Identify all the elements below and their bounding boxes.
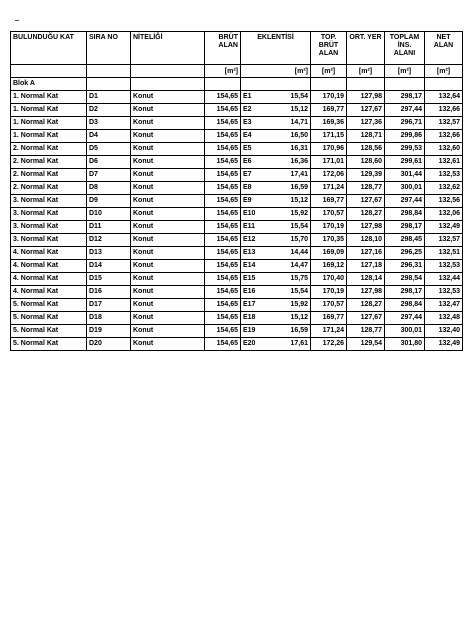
group-empty-8: [425, 78, 463, 91]
cell-eklenti-no: E2: [241, 104, 259, 117]
cell-bulundugu-kat: 3. Normal Kat: [11, 234, 87, 247]
table-row: [11, 273, 463, 286]
cell-net-alan: 132,49: [425, 221, 463, 234]
cell-top-brut-alan: 169,77: [311, 312, 347, 325]
group-empty-7: [385, 78, 425, 91]
group-empty-5: [311, 78, 347, 91]
cell-sira-no: D10: [87, 208, 131, 221]
cell-sira-no: D11: [87, 221, 131, 234]
cell-sira-no: D8: [87, 182, 131, 195]
table-row: [11, 260, 463, 273]
cell-eklenti-alan: 17,61: [259, 338, 311, 351]
cell-toplam-ins-alani: 300,01: [385, 325, 425, 338]
cell-eklenti-no: E16: [241, 286, 259, 299]
cell-brut-alan: 154,65: [205, 247, 241, 260]
cell-eklenti-no: E18: [241, 312, 259, 325]
cell-sira-no: D6: [87, 156, 131, 169]
cell-ort-yer: 127,98: [347, 221, 385, 234]
cell-niteligi: Konut: [131, 169, 205, 182]
cell-ort-yer: 127,16: [347, 247, 385, 260]
table-row: [11, 338, 463, 351]
cell-niteligi: Konut: [131, 130, 205, 143]
cell-net-alan: 132,53: [425, 169, 463, 182]
header-net-line-2: ALAN: [433, 42, 454, 49]
cell-top-brut-alan: 170,57: [311, 299, 347, 312]
cell-sira-no: D16: [87, 286, 131, 299]
cell-brut-alan: 154,65: [205, 143, 241, 156]
cell-niteligi: Konut: [131, 208, 205, 221]
cell-niteligi: Konut: [131, 299, 205, 312]
cell-net-alan: 132,48: [425, 312, 463, 325]
cell-niteligi: Konut: [131, 143, 205, 156]
cell-brut-alan: 154,65: [205, 312, 241, 325]
cell-brut-alan: 154,65: [205, 169, 241, 182]
cell-toplam-ins-alani: 298,17: [385, 91, 425, 104]
cell-sira-no: D4: [87, 130, 131, 143]
cell-bulundugu-kat: 3. Normal Kat: [11, 221, 87, 234]
cell-eklenti-alan: 15,54: [259, 221, 311, 234]
cell-top-brut-alan: 170,57: [311, 208, 347, 221]
cell-eklenti-no: E6: [241, 156, 259, 169]
header-net-alan: [425, 32, 463, 65]
cell-brut-alan: 154,65: [205, 104, 241, 117]
cell-toplam-ins-alani: 299,86: [385, 130, 425, 143]
cell-top-brut-alan: 169,09: [311, 247, 347, 260]
cell-eklenti-alan: 15,12: [259, 104, 311, 117]
cell-brut-alan: 154,65: [205, 182, 241, 195]
cell-toplam-ins-alani: 297,44: [385, 312, 425, 325]
cell-niteligi: Konut: [131, 221, 205, 234]
table-row: [11, 130, 463, 143]
cell-net-alan: 132,66: [425, 130, 463, 143]
cell-ort-yer: 129,54: [347, 338, 385, 351]
cell-net-alan: 132,66: [425, 104, 463, 117]
cell-niteligi: Konut: [131, 338, 205, 351]
cell-sira-no: D20: [87, 338, 131, 351]
header-eklentisi: EKLENTİSİ: [241, 32, 311, 65]
cell-eklenti-no: E4: [241, 130, 259, 143]
page-mark: [15, 20, 19, 21]
cell-top-brut-alan: 171,15: [311, 130, 347, 143]
cell-top-brut-alan: 170,35: [311, 234, 347, 247]
cell-bulundugu-kat: 3. Normal Kat: [11, 208, 87, 221]
group-empty-4: [241, 78, 311, 91]
cell-ort-yer: 128,77: [347, 182, 385, 195]
cell-eklenti-alan: 14,44: [259, 247, 311, 260]
header-toplam-line-1: TOPLAM: [389, 34, 420, 41]
table-row: [11, 156, 463, 169]
cell-niteligi: Konut: [131, 104, 205, 117]
group-empty-2: [131, 78, 205, 91]
header-sira-no: SIRA NO: [87, 32, 131, 65]
cell-niteligi: Konut: [131, 91, 205, 104]
cell-net-alan: 132,61: [425, 156, 463, 169]
cell-eklenti-alan: 15,54: [259, 286, 311, 299]
cell-niteligi: Konut: [131, 182, 205, 195]
cell-sira-no: D15: [87, 273, 131, 286]
cell-niteligi: Konut: [131, 234, 205, 247]
area-table: [10, 31, 463, 351]
cell-net-alan: 132,47: [425, 299, 463, 312]
cell-eklenti-no: E3: [241, 117, 259, 130]
cell-toplam-ins-alani: 299,53: [385, 143, 425, 156]
cell-eklenti-alan: 15,12: [259, 195, 311, 208]
units-empty-3: [131, 65, 205, 78]
table-row: [11, 169, 463, 182]
cell-eklenti-no: E14: [241, 260, 259, 273]
cell-sira-no: D2: [87, 104, 131, 117]
table-row: [11, 247, 463, 260]
cell-niteligi: Konut: [131, 312, 205, 325]
unit-eklentisi: [m²]: [241, 65, 311, 78]
cell-top-brut-alan: 172,06: [311, 169, 347, 182]
cell-niteligi: Konut: [131, 286, 205, 299]
table-row: [11, 286, 463, 299]
cell-top-brut-alan: 169,12: [311, 260, 347, 273]
table-row: [11, 234, 463, 247]
cell-bulundugu-kat: 4. Normal Kat: [11, 273, 87, 286]
cell-brut-alan: 154,65: [205, 260, 241, 273]
cell-top-brut-alan: 170,96: [311, 143, 347, 156]
cell-ort-yer: 128,60: [347, 156, 385, 169]
cell-top-brut-alan: 172,26: [311, 338, 347, 351]
cell-niteligi: Konut: [131, 247, 205, 260]
cell-brut-alan: 154,65: [205, 195, 241, 208]
cell-bulundugu-kat: 5. Normal Kat: [11, 299, 87, 312]
cell-net-alan: 132,57: [425, 117, 463, 130]
cell-eklenti-no: E20: [241, 338, 259, 351]
cell-bulundugu-kat: 2. Normal Kat: [11, 182, 87, 195]
table-row: [11, 312, 463, 325]
group-empty-1: [87, 78, 131, 91]
cell-ort-yer: 128,27: [347, 299, 385, 312]
cell-eklenti-alan: 15,92: [259, 208, 311, 221]
unit-toplam-ins-alani: [m²]: [385, 65, 425, 78]
header-top-brut-line-1: TOP.: [320, 34, 337, 41]
cell-bulundugu-kat: 4. Normal Kat: [11, 286, 87, 299]
cell-ort-yer: 128,56: [347, 143, 385, 156]
cell-brut-alan: 154,65: [205, 286, 241, 299]
cell-net-alan: 132,60: [425, 143, 463, 156]
table-row: [11, 104, 463, 117]
cell-sira-no: D13: [87, 247, 131, 260]
cell-eklenti-alan: 15,12: [259, 312, 311, 325]
cell-brut-alan: 154,65: [205, 208, 241, 221]
cell-niteligi: Konut: [131, 195, 205, 208]
unit-net-alan: [m²]: [425, 65, 463, 78]
cell-toplam-ins-alani: 298,84: [385, 208, 425, 221]
cell-top-brut-alan: 171,24: [311, 325, 347, 338]
cell-eklenti-alan: 15,92: [259, 299, 311, 312]
cell-sira-no: D1: [87, 91, 131, 104]
table-row: [11, 91, 463, 104]
header-top-brut-line-3: ALAN: [318, 50, 339, 57]
cell-toplam-ins-alani: 298,17: [385, 221, 425, 234]
cell-eklenti-alan: 16,59: [259, 182, 311, 195]
unit-top-brut-alan: [m²]: [311, 65, 347, 78]
cell-brut-alan: 154,65: [205, 91, 241, 104]
cell-ort-yer: 129,39: [347, 169, 385, 182]
group-empty-3: [205, 78, 241, 91]
cell-toplam-ins-alani: 299,61: [385, 156, 425, 169]
cell-brut-alan: 154,65: [205, 325, 241, 338]
cell-eklenti-no: E19: [241, 325, 259, 338]
unit-brut-alan: [m²]: [205, 65, 241, 78]
header-brut-alan-line-2: ALAN: [218, 42, 238, 49]
cell-ort-yer: 127,36: [347, 117, 385, 130]
cell-sira-no: D12: [87, 234, 131, 247]
cell-toplam-ins-alani: 298,45: [385, 234, 425, 247]
cell-ort-yer: 128,77: [347, 325, 385, 338]
cell-eklenti-alan: 15,70: [259, 234, 311, 247]
cell-eklenti-alan: 16,59: [259, 325, 311, 338]
cell-bulundugu-kat: 1. Normal Kat: [11, 130, 87, 143]
cell-ort-yer: 128,71: [347, 130, 385, 143]
table-row: [11, 221, 463, 234]
cell-toplam-ins-alani: 298,84: [385, 299, 425, 312]
cell-net-alan: 132,51: [425, 247, 463, 260]
cell-brut-alan: 154,65: [205, 130, 241, 143]
cell-ort-yer: 128,10: [347, 234, 385, 247]
cell-top-brut-alan: 171,24: [311, 182, 347, 195]
units-row: [11, 65, 463, 78]
cell-net-alan: 132,64: [425, 91, 463, 104]
cell-net-alan: 132,53: [425, 260, 463, 273]
table-row: [11, 299, 463, 312]
cell-bulundugu-kat: 1. Normal Kat: [11, 104, 87, 117]
cell-bulundugu-kat: 1. Normal Kat: [11, 117, 87, 130]
cell-toplam-ins-alani: 298,17: [385, 286, 425, 299]
cell-sira-no: D19: [87, 325, 131, 338]
cell-sira-no: D9: [87, 195, 131, 208]
cell-eklenti-no: E17: [241, 299, 259, 312]
cell-eklenti-alan: 14,47: [259, 260, 311, 273]
cell-sira-no: D7: [87, 169, 131, 182]
cell-ort-yer: 127,67: [347, 195, 385, 208]
cell-top-brut-alan: 169,36: [311, 117, 347, 130]
header-row: [11, 32, 463, 65]
cell-bulundugu-kat: 4. Normal Kat: [11, 247, 87, 260]
cell-niteligi: Konut: [131, 325, 205, 338]
cell-net-alan: 132,62: [425, 182, 463, 195]
cell-brut-alan: 154,65: [205, 299, 241, 312]
header-bulundugu-kat: BULUNDUĞU KAT: [11, 32, 87, 65]
table-row: [11, 143, 463, 156]
cell-sira-no: D14: [87, 260, 131, 273]
cell-brut-alan: 154,65: [205, 156, 241, 169]
cell-net-alan: 132,49: [425, 338, 463, 351]
cell-eklenti-no: E7: [241, 169, 259, 182]
cell-niteligi: Konut: [131, 273, 205, 286]
cell-brut-alan: 154,65: [205, 221, 241, 234]
table-row: [11, 325, 463, 338]
cell-toplam-ins-alani: 296,25: [385, 247, 425, 260]
cell-eklenti-no: E1: [241, 91, 259, 104]
cell-sira-no: D18: [87, 312, 131, 325]
units-empty-1: [11, 65, 87, 78]
cell-eklenti-alan: 17,41: [259, 169, 311, 182]
header-toplam-line-2: İNS.: [397, 42, 412, 49]
header-brut-alan-line-1: BRÜT: [218, 34, 238, 41]
cell-eklenti-no: E15: [241, 273, 259, 286]
cell-eklenti-alan: 14,71: [259, 117, 311, 130]
header-toplam-ins-alani: [385, 32, 425, 65]
cell-eklenti-no: E13: [241, 247, 259, 260]
cell-ort-yer: 127,67: [347, 312, 385, 325]
table-row: [11, 208, 463, 221]
cell-top-brut-alan: 171,01: [311, 156, 347, 169]
cell-net-alan: 132,53: [425, 286, 463, 299]
table-row: [11, 182, 463, 195]
cell-top-brut-alan: 170,19: [311, 221, 347, 234]
cell-net-alan: 132,06: [425, 208, 463, 221]
cell-eklenti-alan: 16,50: [259, 130, 311, 143]
cell-bulundugu-kat: 2. Normal Kat: [11, 169, 87, 182]
cell-eklenti-no: E10: [241, 208, 259, 221]
cell-net-alan: 132,40: [425, 325, 463, 338]
cell-eklenti-no: E12: [241, 234, 259, 247]
cell-sira-no: D17: [87, 299, 131, 312]
unit-ort-yer: [m²]: [347, 65, 385, 78]
group-row: [11, 78, 463, 91]
cell-ort-yer: 127,98: [347, 286, 385, 299]
cell-brut-alan: 154,65: [205, 338, 241, 351]
cell-net-alan: 132,57: [425, 234, 463, 247]
cell-bulundugu-kat: 5. Normal Kat: [11, 325, 87, 338]
cell-toplam-ins-alani: 301,80: [385, 338, 425, 351]
table-body: [11, 32, 463, 351]
cell-eklenti-alan: 15,54: [259, 91, 311, 104]
units-empty-2: [87, 65, 131, 78]
group-empty-6: [347, 78, 385, 91]
cell-toplam-ins-alani: 298,54: [385, 273, 425, 286]
cell-toplam-ins-alani: 300,01: [385, 182, 425, 195]
cell-bulundugu-kat: 5. Normal Kat: [11, 338, 87, 351]
cell-ort-yer: 127,18: [347, 260, 385, 273]
cell-top-brut-alan: 169,77: [311, 104, 347, 117]
cell-bulundugu-kat: 4. Normal Kat: [11, 260, 87, 273]
cell-bulundugu-kat: 2. Normal Kat: [11, 156, 87, 169]
cell-eklenti-alan: 16,36: [259, 156, 311, 169]
table-row: [11, 195, 463, 208]
cell-net-alan: 132,56: [425, 195, 463, 208]
cell-sira-no: D5: [87, 143, 131, 156]
header-top-brut-line-2: BRÜT: [318, 42, 339, 49]
cell-toplam-ins-alani: 297,44: [385, 104, 425, 117]
table-row: [11, 117, 463, 130]
header-net-line-1: NET: [436, 34, 451, 41]
cell-top-brut-alan: 170,40: [311, 273, 347, 286]
cell-ort-yer: 127,98: [347, 91, 385, 104]
cell-niteligi: Konut: [131, 117, 205, 130]
cell-ort-yer: 127,67: [347, 104, 385, 117]
cell-toplam-ins-alani: 297,44: [385, 195, 425, 208]
cell-net-alan: 132,44: [425, 273, 463, 286]
cell-eklenti-no: E11: [241, 221, 259, 234]
header-toplam-line-3: ALANI: [393, 50, 416, 57]
header-brut-alan: [205, 32, 241, 65]
group-label: Blok A: [11, 78, 87, 91]
cell-bulundugu-kat: 2. Normal Kat: [11, 143, 87, 156]
cell-top-brut-alan: 169,77: [311, 195, 347, 208]
cell-niteligi: Konut: [131, 156, 205, 169]
cell-bulundugu-kat: 5. Normal Kat: [11, 312, 87, 325]
cell-ort-yer: 128,14: [347, 273, 385, 286]
cell-top-brut-alan: 170,19: [311, 286, 347, 299]
cell-eklenti-no: E5: [241, 143, 259, 156]
cell-eklenti-no: E9: [241, 195, 259, 208]
cell-brut-alan: 154,65: [205, 273, 241, 286]
cell-bulundugu-kat: 3. Normal Kat: [11, 195, 87, 208]
cell-top-brut-alan: 170,19: [311, 91, 347, 104]
cell-eklenti-alan: 16,31: [259, 143, 311, 156]
header-top-brut-alan: [311, 32, 347, 65]
cell-brut-alan: 154,65: [205, 234, 241, 247]
cell-bulundugu-kat: 1. Normal Kat: [11, 91, 87, 104]
cell-sira-no: D3: [87, 117, 131, 130]
cell-toplam-ins-alani: 296,31: [385, 260, 425, 273]
cell-toplam-ins-alani: 301,44: [385, 169, 425, 182]
cell-eklenti-alan: 15,75: [259, 273, 311, 286]
cell-toplam-ins-alani: 296,71: [385, 117, 425, 130]
cell-ort-yer: 128,27: [347, 208, 385, 221]
cell-niteligi: Konut: [131, 260, 205, 273]
header-niteligi: NİTELİĞİ: [131, 32, 205, 65]
cell-brut-alan: 154,65: [205, 117, 241, 130]
cell-eklenti-no: E8: [241, 182, 259, 195]
header-ort-yer: ORT. YER: [347, 32, 385, 65]
